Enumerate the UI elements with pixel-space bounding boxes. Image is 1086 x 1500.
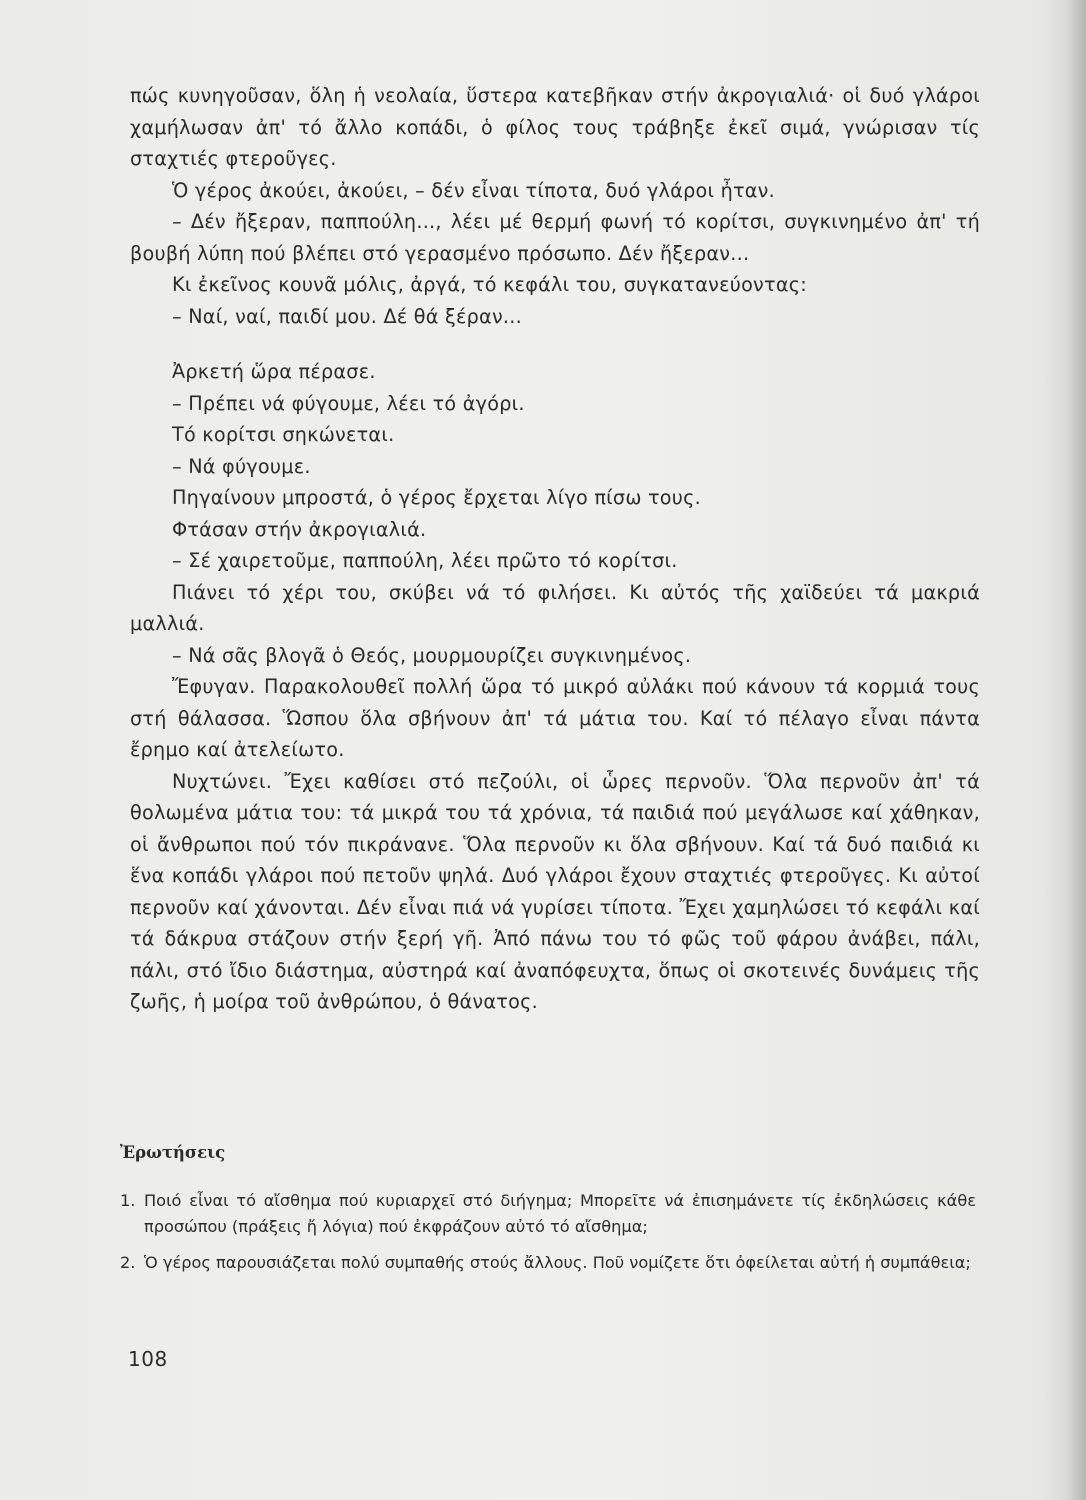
paragraph: Φτάσαν στήν ἀκρογιαλιά.	[172, 517, 427, 541]
page-number: 108	[128, 1347, 168, 1371]
paragraph: Τό κορίτσι σηκώνεται.	[172, 423, 395, 446]
paragraph: Πιάνει τό χέρι του, σκύβει νά τό φιλήσει. Κι αὐτός τῆς χαϊδεύει τά μακριά μαλλιά.	[130, 580, 980, 635]
questions-list	[120, 1188, 976, 1276]
paragraph: – Δέν ἤξεραν, παππούλη..., λέει μέ θερμή φωνή τό κορίτσι, συγκινημένο ἀπ' τή βουβή λύπη πού βλέπει στό γερασμένο πρόσωπο. Δέν ἤξεραν...	[130, 210, 980, 265]
paragraph: – Νά φύγουμε.	[172, 454, 311, 478]
paragraph: Νυχτώνει. Ἔχει καθίσει στό πεζούλι, οἱ ὧρες περνοῦν. Ὅλα περνοῦν ἀπ' τά θολωμένα μάτια του: τά μικρά του τά χρόνια, τά παιδιά πού μεγάλωσε καί χάθηκαν, οἱ ἄνθρωποι πού τόν πικράνανε. Ὅλα περνοῦν κι ὅλα σβήνουν. Καί τά δυό παιδιά κι ἕνα κοπάδι γλάροι πού πετοῦν ψηλά. Δυό γλάροι ἔχουν σταχτιές φτεροῦγες. Κι αὐτοί περνοῦν καί χάνονται. Δέν εἶναι πιά νά γυρίσει τίποτα. Ἔχει χαμηλώσει τό κεφάλι καί τά δάκρυα στάζουν στήν ξερή γῆ. Ἀπό πάνω του τό φῶς τοῦ φάρου ἀνάβει, πάλι, πάλι, στό ἴδιο διάστημα, αὐστηρά καί ἀναπόφευχτα, ὅπως οἱ σκοτεινές δυνάμεις τῆς ζωῆς, ἡ μοίρα τοῦ ἀνθρώπου, ὁ θάνατος.	[130, 769, 980, 1013]
questions-heading: Ἐρωτήσεις	[120, 1143, 226, 1162]
question-text: Ποιό εἶναι τό αἴσθημα πού κυριαρχεῖ στό διήγημα; Μπορεῖτε νά ἐπισημάνετε τίς ἐκδηλώσεις κάθε προσώπου (πράξεις ἤ λόγια) πού ἐκφράζουν αὐτό τό αἴσθημα;	[144, 1191, 976, 1236]
paragraph: – Νά σᾶς βλογᾶ ὁ Θεός, μουρμουρίζει συγκινημένος.	[172, 643, 692, 667]
page-edge-shadow	[1068, 0, 1086, 1500]
paragraph: Ἔφυγαν. Παρακολουθεῖ πολλή ὥρα τό μικρό αὐλάκι πού κάνουν τά κορμιά τους στή θάλασσα. Ὥσπου ὅλα σβήνουν ἀπ' τά μάτια του. Καί τό πέλαγο εἶναι πάντα ἔρημο καί ἀτελείωτο.	[130, 675, 980, 761]
paragraph: πώς κυνηγοῦσαν, ὅλη ἡ νεολαία, ὕστερα κατεβῆκαν στήν ἀκρογιαλιά· οἱ δυό γλάροι χαμήλωσαν ἀπ' τό ἄλλο κοπάδι, ὁ φίλος τους τράβηξε ἐκεῖ σιμά, γνώρισαν τίς σταχτιές φτεροῦγες.	[130, 84, 980, 170]
paragraph: Κι ἐκεῖνος κουνᾶ μόλις, ἀργά, τό κεφάλι του, συγκατανεύοντας:	[172, 273, 807, 296]
paragraph: – Πρέπει νά φύγουμε, λέει τό ἀγόρι.	[172, 391, 525, 415]
paragraph: Ὁ γέρος ἀκούει, ἀκούει, – δέν εἶναι τίποτα, δυό γλάροι ἦταν.	[172, 178, 776, 202]
question-item	[120, 1250, 976, 1276]
question-item	[120, 1188, 976, 1240]
paragraph: – Ναί, ναί, παιδί μου. Δέ θά ξέραν...	[172, 304, 522, 328]
question-text: Ὁ γέρος παρουσιάζεται πολύ συμπαθής στούς ἄλλους. Ποῦ νομίζετε ὅτι ὀφείλεται αὐτή ἡ συμπάθεια;	[144, 1253, 971, 1272]
questions-section	[120, 1140, 976, 1286]
story-text	[130, 80, 980, 1018]
paragraph: – Σέ χαιρετοῦμε, παππούλη, λέει πρῶτο τό κορίτσι.	[172, 549, 678, 572]
question-number: 1.	[120, 1191, 136, 1210]
paragraph: Ἀρκετή ὥρα πέρασε.	[172, 360, 376, 383]
paragraph: Πηγαίνουν μπροστά, ὁ γέρος ἔρχεται λίγο πίσω τους.	[172, 486, 702, 509]
question-number: 2.	[120, 1253, 136, 1272]
